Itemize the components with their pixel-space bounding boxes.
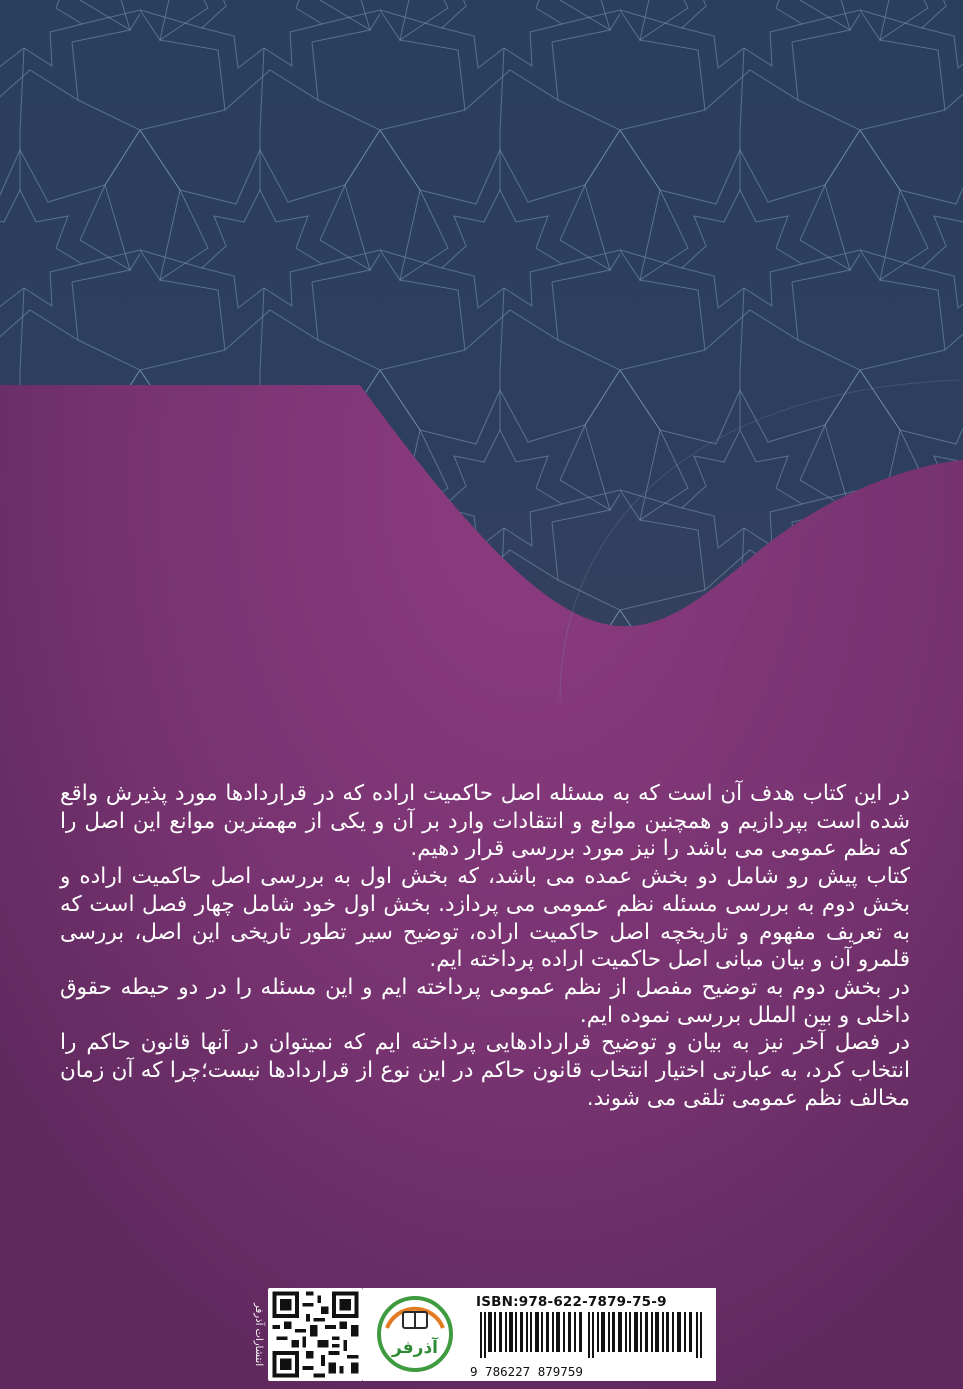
- blurb-paragraph-4: در فصل آخر نیز به بیان و توضیح قراردادهایی پرداخته ایم که نمیتوان در آنها قانون حاکم را انتخاب کرد، به عبارتی اختیار انتخاب قانون حاکم در این نوع از قراردادها نیست؛چرا که آن زمان مخالف نظم عمومی تلقی می شوند.: [60, 1030, 910, 1111]
- barcode-icon: [480, 1312, 708, 1358]
- blurb-paragraph-3: در بخش دوم به توضیح مفصل از نظم عمومی پرداخته ایم و این مسئله را در دو حیطه حقوق داخلی و بین الملل بررسی نموده ایم.: [60, 974, 910, 1028]
- isbn-barcode: [468, 1288, 716, 1381]
- qr-code: [268, 1288, 363, 1381]
- blurb-paragraph-1: در این کتاب هدف آن است که به مسئله اصل حاکمیت اراده که در قراردادها مورد پذیرش واقع شده است بپردازیم و همچنین موانع و انتقادات وارد بر آن و یکی از مهمترین موانع این اصل را که نظم عمومی می باشد را نیز مورد بررسی قرار دهیم.: [60, 781, 910, 862]
- barcode-digits: 9 786227 879759: [470, 1364, 583, 1379]
- isbn-label: ISBN:978-622-7879-75-9: [476, 1294, 667, 1310]
- publisher-logo-text: آذرفر: [391, 1338, 439, 1358]
- qr-code-icon: [268, 1288, 363, 1381]
- publisher-vertical-label: انتشارات آذرفر: [253, 1303, 264, 1367]
- publisher-logo: [363, 1288, 468, 1381]
- barcode-strip: [268, 1288, 716, 1381]
- publisher-logo-icon: [363, 1288, 468, 1381]
- blurb-paragraph-2: کتاب پیش رو شامل دو بخش عمده می باشد، که بخش اول به بررسی اصل حاکمیت اراده و بخش دوم به بررسی مسئله نظم عمومی می پردازد. بخش اول خود شامل چهار فصل است که به تعریف مفهوم و تاریخچه اصل حاکمیت اراده، توضیح سیر تطور تاریخی این اصل، بررسی قلمرو آن و بیان مبانی اصل حاکمیت اراده پرداخته ایم.: [60, 864, 910, 973]
- back-cover-blurb: [60, 780, 910, 1112]
